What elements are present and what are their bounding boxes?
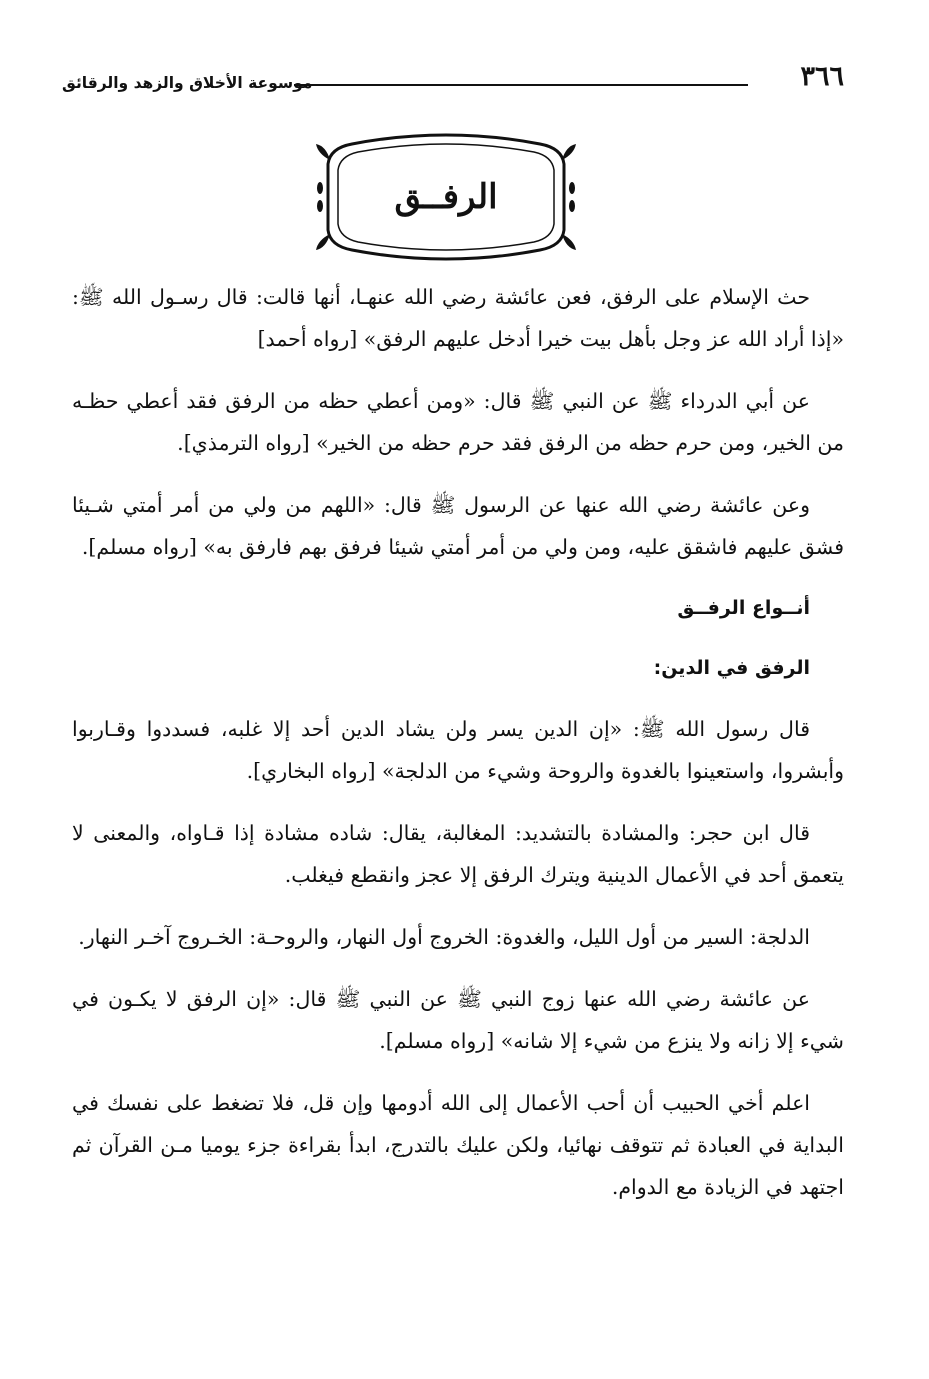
paragraph-8: اعلم أخي الحبيب أن أحب الأعمال إلى الله أدومها وإن قل، فلا تضغط على نفسك في البداية في العبادة ثم تتوقف نهائيا، ولكن عليك بالتدرج، ابدأ بقراءة جزء يوميا مـن القرآن ثم اجتهد في الزيادة مع الدوام.	[72, 1091, 844, 1199]
chapter-title: الرفــق	[394, 177, 498, 217]
chapter-title-frame	[312, 130, 580, 264]
paragraph-5: قال ابن حجر: والمشادة بالتشديد: المغالبة، يقال: شاده مشادة إذا قـاواه، والمعنى لا يتعمق أحد في الأعمال الدينية ويترك الرفق إلا عجز وانقطع فيغلب.	[72, 821, 844, 887]
page-body	[72, 276, 844, 1222]
section-heading-types: أنــواع الرفــق	[677, 597, 810, 619]
paragraph-2: عن أبي الدرداء ﷺ عن النبي ﷺ قال: «ومن أعطي حظه من الرفق فقد أعطي حظـه من الخير، ومن حرم حظه من الرفق فقد حرم حظه من الخير» [رواه الترمذي].	[72, 389, 844, 455]
subsection-heading-religion: الرفق في الدين:	[653, 657, 810, 679]
paragraph-3: وعن عائشة رضي الله عنها عن الرسول ﷺ قال: «اللهم من ولي من أمر أمتي شـيئا فشق عليهم فاشقق عليه، ومن ولي من أمر أمتي شيئا فرفق بهم فارفق به» [رواه مسلم].	[72, 493, 844, 559]
paragraph-1: حث الإسلام على الرفق، فعن عائشة رضي الله عنهـا، أنها قالت: قال رسـول الله ﷺ: «إذا أراد الله عز وجل بأهل بيت خيرا أدخل عليهم الرفق» [رواه أحمد]	[72, 285, 844, 351]
book-title: موسوعة الأخلاق والزهد والرقائق	[62, 74, 313, 92]
paragraph-6: الدلجة: السير من أول الليل، والغدوة: الخروج أول النهار، والروحـة: الخـروج آخـر النهار.	[78, 925, 810, 949]
page-number: ٣٦٦	[800, 61, 844, 92]
paragraph-4: قال رسول الله ﷺ: «إن الدين يسر ولن يشاد الدين أحد إلا غلبه، فسددوا وقـاربوا وأبشروا، واستعينوا بالغدوة والروحة وشيء من الدلجة» [رواه البخاري].	[72, 717, 844, 783]
paragraph-7: عن عائشة رضي الله عنها زوج النبي ﷺ عن النبي ﷺ قال: «إن الرفق لا يكـون في شيء إلا زانه ولا ينزع من شيء إلا شانه» [رواه مسلم].	[72, 987, 844, 1053]
header-rule	[294, 84, 748, 86]
running-header	[62, 62, 844, 102]
